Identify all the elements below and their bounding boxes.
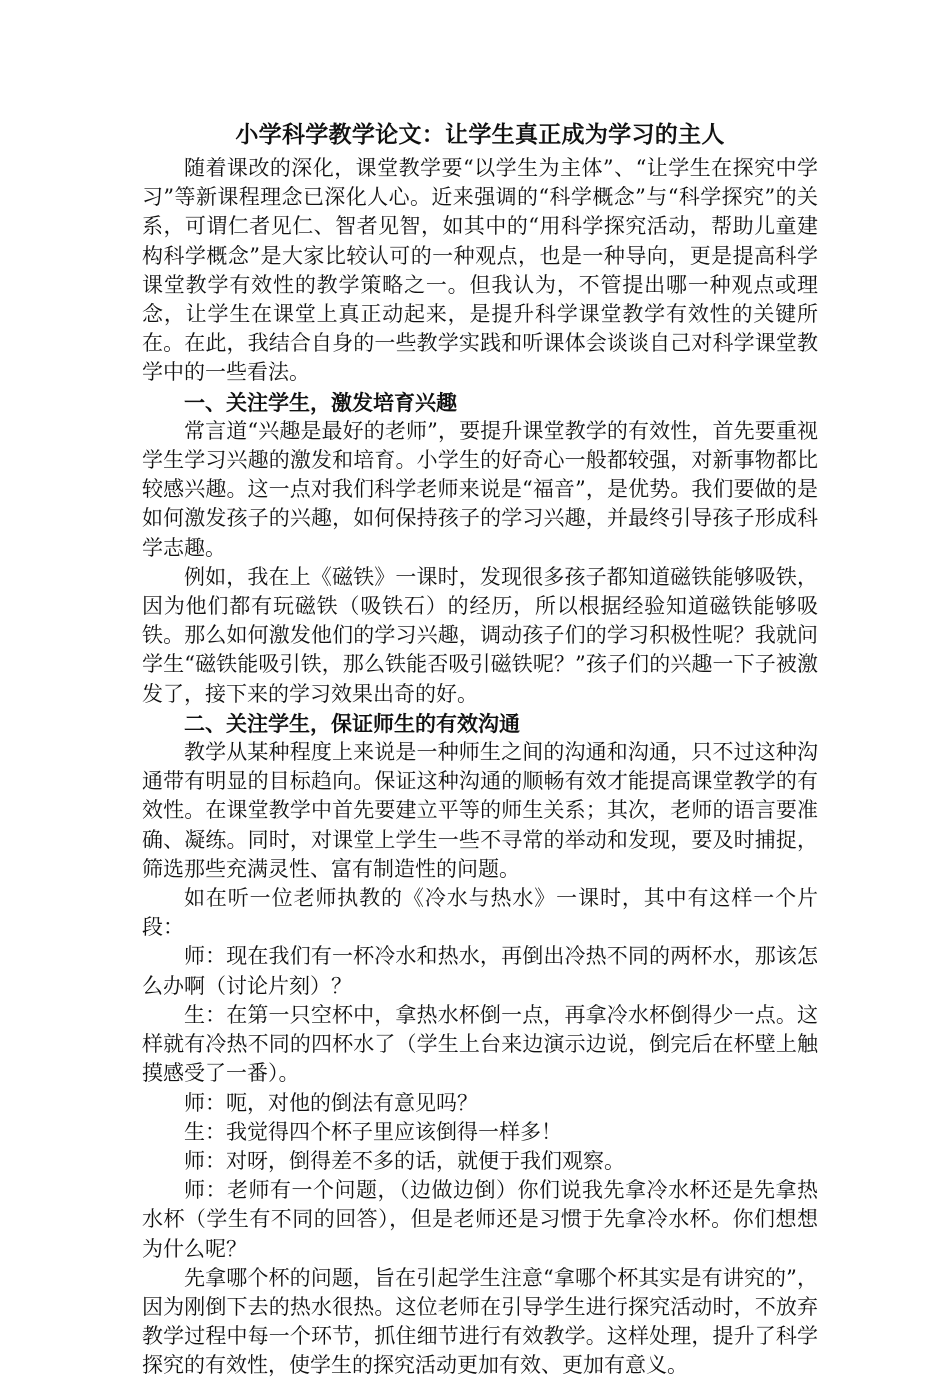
paragraph: 师：现在我们有一杯冷水和热水，再倒出冷热不同的两杯水，那该怎么办啊（讨论片刻）？: [142, 944, 818, 998]
section-heading: 二、关注学生，保证师生的有效沟通: [184, 710, 520, 736]
paragraph: 师：老师有一个问题，（边做边倒）你们说我先拿冷水杯还是先拿热水杯（学生有不同的回答），但是老师还是习惯于先拿冷水杯。你们想想为什么呢？: [142, 1178, 818, 1261]
paragraph: 常言道“兴趣是最好的老师”，要提升课堂教学的有效性，首先要重视学生学习兴趣的激发和培育。小学生的好奇心一般都较强，对新事物都比较感兴趣。这一点对我们科学老师来说是“福音”，是优势。我们要做的是如何激发孩子的兴趣，如何保持孩子的学习兴趣，并最终引导孩子形成科学志趣。: [142, 418, 818, 560]
paragraph: 随着课改的深化，课堂教学要“以学生为主体”、“让学生在探究中学习”等新课程理念已深化人心。近来强调的“科学概念”与“科学探究”的关系，可谓仁者见仁、智者见智，如其中的“用科学探究活动，帮助儿童建构科学概念”是大家比较认可的一种观点，也是一种导向，更是提高科学课堂教学有效性的教学策略之一。但我认为，不管提出哪一种观点或理念，让学生在课堂上真正动起来，是提升科学课堂教学有效性的关键所在。在此，我结合自身的一些教学实践和听课体会谈谈自己对科学课堂教学中的一些看法。: [142, 156, 818, 385]
paragraph: 生：在第一只空杯中，拿热水杯倒一点，再拿冷水杯倒得少一点。这样就有冷热不同的四杯水了（学生上台来边演示边说，倒完后在杯壁上触摸感受了一番）。: [142, 1002, 818, 1086]
paragraph: 师：对呀，倒得差不多的话，就便于我们观察。: [184, 1148, 625, 1173]
section-heading: 一、关注学生，激发培育兴趣: [184, 389, 457, 415]
paragraph: 例如，我在上《磁铁》一课时，发现很多孩子都知道磁铁能够吸铁，因为他们都有玩磁铁（吸铁石）的经历，所以根据经验知道磁铁能够吸铁。那么如何激发他们的学习兴趣，调动孩子们的学习积极性呢？我就问学生“磁铁能吸引铁，那么铁能否吸引磁铁呢？”孩子们的兴趣一下子被激发了，接下来的学习效果出奇的好。: [142, 564, 818, 706]
document-title: 小学科学教学论文：让学生真正成为学习的主人: [235, 121, 725, 148]
paragraph: 师：呃，对他的倒法有意见吗？: [184, 1090, 478, 1115]
paragraph: 如在听一位老师执教的《冷水与热水》一课时，其中有这样一个片段：: [142, 886, 818, 940]
paragraph: 先拿哪个杯的问题，旨在引起学生注意“拿哪个杯其实是有讲究的”，因为刚倒下去的热水很热。这位老师在引导学生进行探究活动时，不放弃教学过程中每一个环节，抓住细节进行有效教学。这样处理，提升了科学探究的有效性，使学生的探究活动更加有效、更加有意义。: [142, 1265, 818, 1378]
paragraph: 生：我觉得四个杯子里应该倒得一样多！: [184, 1119, 562, 1144]
document-page: [142, 118, 818, 1381]
paragraph: 教学从某种程度上来说是一种师生之间的沟通和沟通，只不过这种沟通带有明显的目标趋向。保证这种沟通的顺畅有效才能提高课堂教学的有效性。在课堂教学中首先要建立平等的师生关系；其次，老师的语言要准确、凝练。同时，对课堂上学生一些不寻常的举动和发现，要及时捕捉，筛选那些充满灵性、富有制造性的问题。: [142, 740, 818, 881]
document-body: [142, 154, 818, 1381]
